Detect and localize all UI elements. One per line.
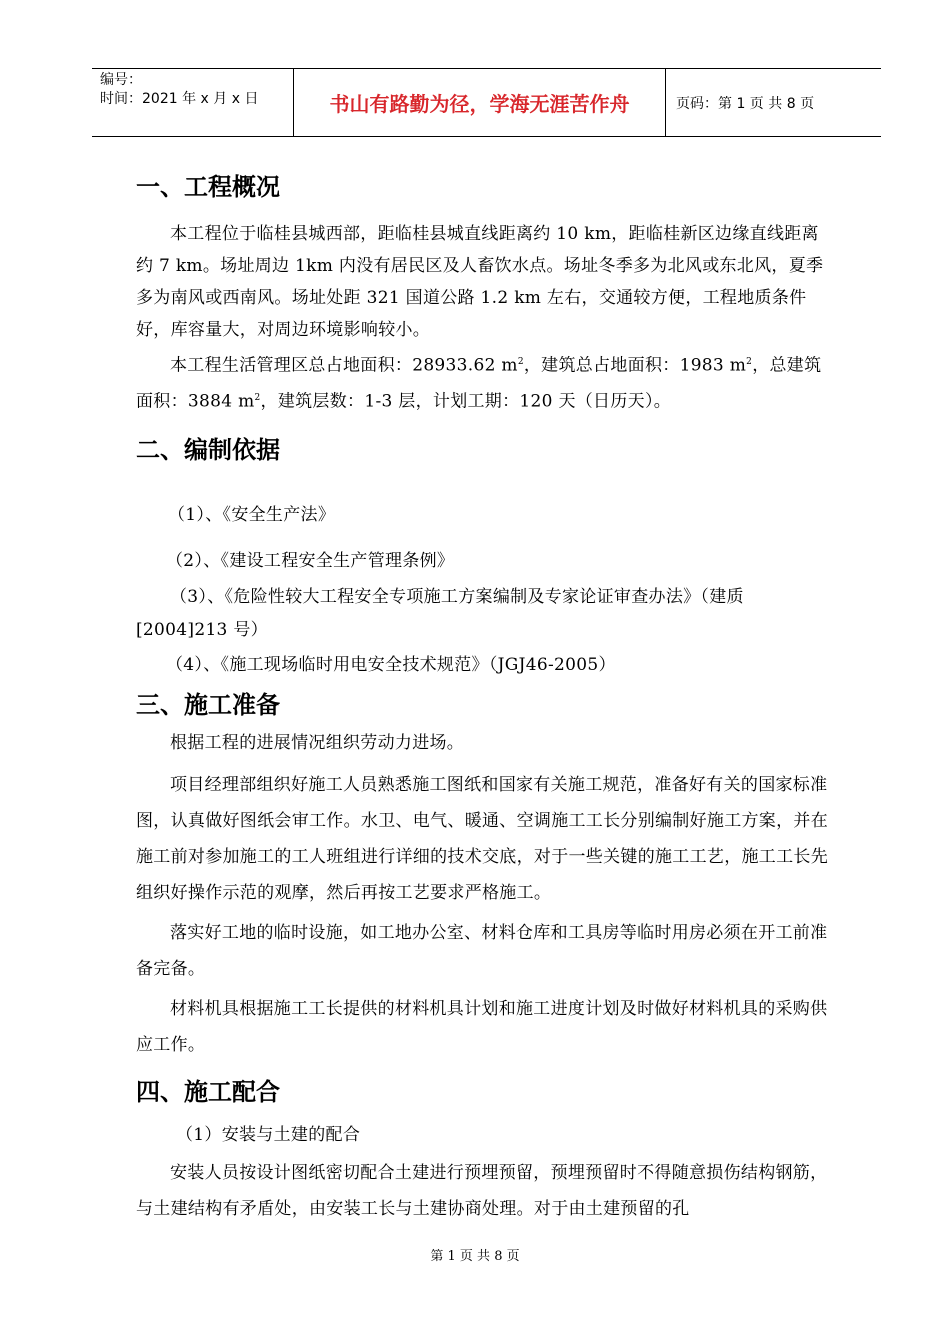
document-number-label: 编号： bbox=[100, 72, 142, 88]
section-title-overview: 一、工程概况 bbox=[136, 173, 280, 201]
subheading: （1）安装与土建的配合 bbox=[176, 1125, 361, 1146]
text-run: ，建筑总占地面积：1983 m bbox=[523, 355, 747, 376]
header-meta bbox=[92, 69, 293, 136]
page-header bbox=[92, 68, 881, 137]
text-run: 本工程生活管理区总占地面积：28933.62 m bbox=[170, 355, 518, 376]
reference-item-continuation: [2004]213 号） bbox=[136, 620, 268, 641]
paragraph: 安装人员按设计图纸密切配合土建进行预埋预留，预埋预留时不得随意损伤结构钢筋，与土建结构有矛盾处，由安装工长与土建协商处理。对于由土建预留的孔 bbox=[136, 1163, 828, 1220]
superscript: 2 bbox=[254, 392, 261, 403]
paragraph: 落实好工地的临时设施，如工地办公室、材料仓库和工具房等临时用房必须在开工前准备完备。 bbox=[136, 923, 828, 980]
paragraph: 根据工程的进展情况组织劳动力进场。 bbox=[170, 733, 465, 754]
reference-item: （1）、《安全生产法》 bbox=[168, 505, 336, 526]
paragraph-area bbox=[136, 346, 836, 417]
paragraph: 材料机具根据施工工长提供的材料机具计划和施工进度计划及时做好材料机具的采购供应工作。 bbox=[136, 999, 828, 1056]
page-footer: 第 1 页 共 8 页 bbox=[430, 1249, 520, 1264]
reference-item: （4）、《施工现场临时用电安全技术规范》（JGJ46-2005） bbox=[166, 655, 616, 676]
header-page-info: 页码：第 1 页 共 8 页 bbox=[676, 95, 815, 112]
reference-item: （3）、《危险性较大工程安全专项施工方案编制及专家论证审查办法》（建质 bbox=[170, 587, 744, 608]
superscript: 2 bbox=[746, 357, 753, 367]
document-time: 时间：2021 年 x 月 x 日 bbox=[100, 91, 259, 107]
superscript: 2 bbox=[517, 357, 524, 367]
section-title-preparation: 三、施工准备 bbox=[136, 691, 280, 720]
document-body bbox=[136, 160, 836, 1227]
header-motto: 书山有路勤为径，学海无涯苦作舟 bbox=[293, 69, 666, 136]
reference-item: （2）、《建设工程安全生产管理条例》 bbox=[166, 551, 455, 572]
text-run: ，总建筑面积：3884 m bbox=[136, 355, 822, 412]
text-run: ，建筑层数：1-3 层，计划工期：120 天（日历天）。 bbox=[260, 391, 672, 412]
paragraph: 项目经理部组织好施工人员熟悉施工图纸和国家有关施工规范，准备好有关的国家标准图，认真做好图纸会审工作。水卫、电气、暖通、空调施工工长分别编制好施工方案，并在施工前对参加施工的工人班组进行详细的技术交底，对于一些关键的施工工艺，施工工长先组织好操作示范的观摩，然后再按工艺要求严格施工。 bbox=[136, 775, 828, 904]
section-title-coordination: 四、施工配合 bbox=[136, 1078, 280, 1107]
paragraph: 本工程位于临桂县城西部，距临桂县城直线距离约 10 km，距临桂新区边缘直线距离约 7 km。场址周边 1km 内没有居民区及人畜饮水点。场址冬季多为北风或东北风，夏季多为南风或西南风。场址处距 321 国道公路 1.2 km 左右，交通较方便，工程地质条件好，库容量大，对周边环境影响较小。 bbox=[136, 224, 824, 340]
section-title-basis: 二、编制依据 bbox=[136, 436, 280, 465]
